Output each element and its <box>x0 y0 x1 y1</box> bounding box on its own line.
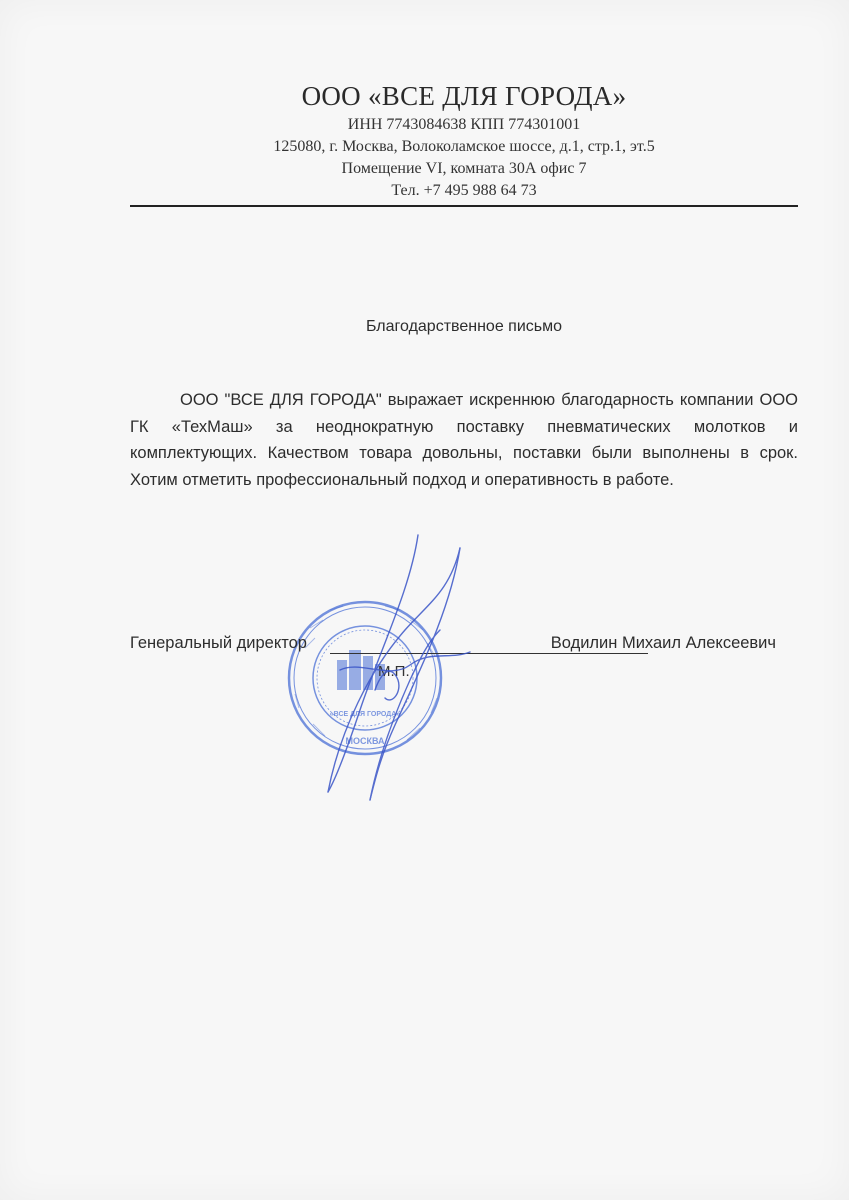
signatory-name: Водилин Михаил Алексеевич <box>550 634 776 652</box>
address-line-2: Помещение VI, комната 30А офис 7 <box>341 160 587 177</box>
phone: Тел. +7 495 988 64 73 <box>391 182 537 199</box>
letter-title: Благодарственное письмо <box>365 318 562 335</box>
header-divider <box>130 205 798 207</box>
handwritten-signature <box>300 530 500 820</box>
inn-kpp: ИНН 7743084638 КПП 774301001 <box>347 116 581 133</box>
address-line-1: 125080, г. Москва, Волоколамское шоссе, д.1, стр.1, эт.5 <box>273 138 655 155</box>
signatory-position: Генеральный директор <box>130 634 307 652</box>
stamp-city-text: МОСКВА <box>345 736 385 746</box>
letterhead <box>130 78 798 202</box>
letter-body: ООО "ВСЕ ДЛЯ ГОРОДА" выражает искреннюю благодарность компании ООО ГК «ТехМаш» за неоднократную поставку пневматических молотков и комплектующих. Качеством товара довольны, поставки были выполнены в срок. Хотим отметить профессиональный подход и оперативность в работе. <box>130 391 798 489</box>
stamp-company-text: «ВСЕ ДЛЯ ГОРОДА» <box>329 711 401 718</box>
company-name: ООО «ВСЕ ДЛЯ ГОРОДА» <box>301 81 627 111</box>
stamp-place-label: М.П. <box>378 663 410 680</box>
